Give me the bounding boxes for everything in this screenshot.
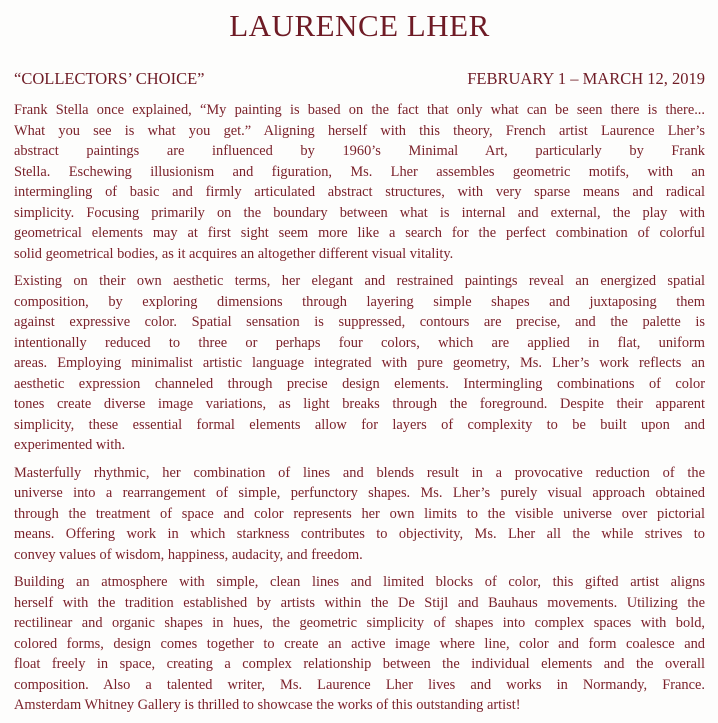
text-line: Building an atmosphere with simple, clean lines and limited blocks of color, this gifted artist aligns (14, 574, 705, 590)
text-line: Amsterdam Whitney Gallery is thrilled to showcase the works of this outstanding artist! (14, 697, 521, 713)
text-line: Frank Stella once explained, “My painting is based on the fact that only what can be seen there is there... (14, 102, 705, 118)
text-line: What you see is what you get.” Aligning herself with this theory, French artist Laurence Lher’s (14, 122, 705, 139)
text-line: Masterfully rhythmic, her combination of lines and blends result in a provocative reduction of the (14, 464, 705, 481)
text-line: colored forms, design comes together to create an active image where line, color and form coalesce and (14, 635, 705, 652)
text-line: geometrical elements may at first sight seem more like a search for the perfect combination of colorful (14, 225, 705, 241)
text-line: experimented with. (14, 437, 126, 453)
exhibition-dates: FEBRUARY 1 – MARCH 12, 2019 (467, 69, 705, 88)
text-line: means. Offering work in which starkness contributes to objectivity, Ms. Lher all the while strives to (14, 526, 705, 542)
text-line: float freely in space, creating a complex relationship between the individual elements and the overall (14, 656, 705, 672)
text-line: composition, by exploring dimensions through layering simple shapes and juxtaposing them (14, 293, 705, 310)
paragraph-closing (14, 572, 705, 716)
exhibition-title: “COLLECTORS’ CHOICE” (14, 69, 205, 88)
text-line: simplicity. Focusing primarily on the boundary between what is internal and external, the play with (14, 204, 705, 221)
exhibition-header-row (14, 68, 705, 90)
text-line: herself with the tradition established by artists within the De Stijl and Bauhaus movements. Utilizing the (14, 594, 705, 611)
text-line: convey values of wisdom, happiness, audacity, and freedom. (14, 546, 363, 563)
text-line: abstract paintings are influenced by 1960’s Minimal Art, particularly by Frank (14, 143, 705, 159)
artist-name-title: LAURENCE LHER (229, 8, 490, 43)
paragraph-aesthetic (14, 271, 705, 456)
text-line: simplicity, these essential formal elements allow for layers of complexity to be built upon and (14, 416, 705, 433)
text-line: areas. Employing minimalist artistic language integrated with pure geometry, Ms. Lher’s work reflects an (14, 355, 705, 371)
text-line: aesthetic expression channeled through precise design elements. Intermingling combinations of color (14, 375, 705, 392)
paragraph-intro (14, 100, 705, 264)
text-line: through the treatment of space and color represents her own limits to the visible universe over pictorial (14, 505, 705, 522)
text-line: Stella. Eschewing illusionism and figuration, Ms. Lher assembles geometric motifs, with an (14, 163, 705, 180)
text-line: composition. Also a talented writer, Ms. Laurence Lher lives and works in Normandy, France. (14, 676, 705, 693)
press-release-body (14, 100, 705, 716)
text-line: intentionally reduced to three or perhaps four colors, which are applied in flat, uniform (14, 334, 705, 351)
text-line: against expressive color. Spatial sensation is suppressed, contours are precise, and the palette is (14, 314, 705, 330)
paragraph-rhythmic (14, 463, 705, 566)
text-line: solid geometrical bodies, as it acquires an altogether different visual vitality. (14, 245, 454, 262)
text-line: rectilinear and organic shapes in hues, the geometric simplicity of shapes into complex spaces with bold, (14, 615, 705, 631)
text-line: universe into a rearrangement of simple, perfunctory shapes. Ms. Lher’s purely visual approach obtained (14, 485, 705, 501)
text-line: tones create diverse image variations, as light breaks through the foreground. Despite their apparent (14, 396, 705, 412)
text-line: Existing on their own aesthetic terms, her elegant and restrained paintings reveal an energized spatial (14, 273, 705, 289)
text-line: intermingling of basic and firmly articulated abstract structures, with very sparse means and radical (14, 184, 705, 200)
